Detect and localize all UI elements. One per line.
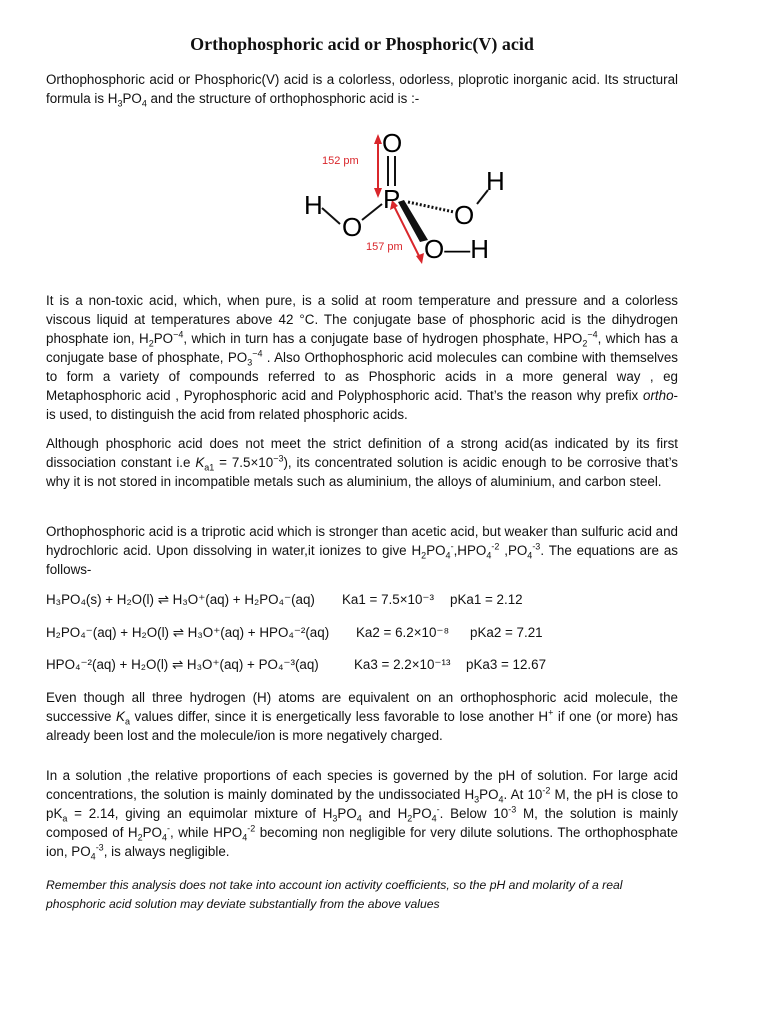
subscript: 3: [117, 98, 123, 109]
arrowhead-icon: [374, 134, 382, 144]
text: ortho: [643, 388, 674, 403]
equation-3: [46, 657, 678, 676]
subscript: 4: [498, 794, 504, 805]
arrowhead-icon: [374, 188, 382, 198]
text: , is always negligible.: [103, 844, 230, 859]
subscript: a: [62, 813, 68, 824]
superscript: -2: [542, 785, 551, 796]
subscript: 4: [242, 832, 248, 843]
subscript: 2: [421, 550, 427, 561]
superscript: +: [548, 707, 554, 718]
label-157-pm: 157 pm: [366, 241, 403, 253]
text: In a solution ,the relative proportions of each species is governed by the pH of solution. For large acid concentrations, the solution is mainly dominated by the undissociated H: [46, 768, 678, 802]
text: ), its concentrated solution is acidic enough to be corrosive that’s why it is not stored in incompatible metals such as aluminium, the alloys of aluminium, and carbon steel.: [46, 455, 678, 489]
text: Orthophosphoric acid is a triprotic acid which is stronger than acetic acid, but weaker than sulfuric acid and hydrochloric acid. Upon dissolving in water,it ionizes to give H: [46, 524, 678, 558]
subscript: 4: [445, 550, 451, 561]
arrowhead-icon: [416, 253, 424, 264]
superscript: -3: [95, 842, 104, 853]
subscript: 2: [582, 338, 588, 349]
subscript: 2: [407, 813, 413, 824]
superscript: -: [436, 804, 440, 815]
subscript: 2: [137, 832, 143, 843]
text: . The equations are as follows-: [46, 543, 678, 577]
page-title: Orthophosphoric acid or Phosphoric(V) acid: [190, 34, 534, 54]
superscript: -3: [508, 804, 517, 815]
document-page: [46, 0, 679, 912]
text: PO: [337, 806, 357, 821]
equation-pk: pKa3 = 12.67: [466, 657, 547, 672]
paragraph-triprotic: [46, 522, 678, 579]
equation-k: Ka1 = 7.5×10⁻³: [342, 592, 434, 607]
atom-p: P: [383, 184, 401, 214]
paragraph-equivalence: [46, 688, 678, 745]
paragraph-properties: [46, 291, 678, 424]
intro-paragraph: [46, 70, 678, 108]
text: K: [195, 455, 205, 470]
text: It is a non-toxic acid, which, when pure, is a solid at room temperature and pressure and a colorless viscous liquid at temperatures above 42 °C. The conjugate base of phosphoric acid is the dihydrogen phosphate ion, H: [46, 293, 678, 346]
equation-pk: pKa1 = 2.12: [450, 592, 523, 607]
text: becoming non negligible for very dilute solutions. The orthophosphate ion, PO: [46, 825, 679, 859]
equation-1: [46, 592, 678, 611]
subscript: 3: [247, 357, 253, 368]
subscript: 4: [90, 851, 96, 862]
atom-o-right: O: [454, 200, 475, 230]
subscript: 3: [474, 794, 480, 805]
text: , which has a conjugate base of phosphate, PO: [46, 331, 678, 365]
atom-o-left: O: [342, 212, 363, 242]
superscript: -3: [532, 541, 541, 552]
text: PO: [479, 787, 499, 802]
intro-text: Orthophosphoric acid or Phosphoric(V) acid is a colorless, odorless, ploprotic inorganic acid. Its structural formula is H: [46, 72, 678, 106]
text: = 2.14, giving an equimolar mixture of H: [67, 806, 333, 821]
text: , which in turn has a conjugate base of hydrogen phosphate, HPO: [183, 331, 583, 346]
subscript: 4: [527, 550, 533, 561]
equation-reaction: HPO₄⁻²(aq) + H₂O(l) ⇌ H₃O⁺(aq) + PO₄⁻³(aq): [46, 657, 319, 672]
subscript: 2: [148, 338, 154, 349]
equation-reaction: H₂PO₄⁻(aq) + H₂O(l) ⇌ H₃O⁺(aq) + HPO₄⁻²(aq): [46, 625, 330, 640]
text: , while HPO: [169, 825, 243, 840]
text: . Also Orthophosphoric acid molecules can combine with themselves to form a variety of compounds referred to as Phosphoric acids in a more general way , eg Metaphosphoric acid , Pyrophosphoric acid and Polyphosphoric acid. That’s the reason why prefix: [46, 350, 678, 403]
text: K: [116, 709, 125, 724]
superscript: -: [166, 823, 170, 834]
equation-reaction: H₃PO₄(s) + H₂O(l) ⇌ H₃O⁺(aq) + H₂PO₄⁻(aq): [46, 592, 315, 607]
superscript: −4: [587, 329, 598, 340]
text: = 7.5×10: [214, 455, 274, 470]
superscript: -: [450, 541, 454, 552]
o-p-bond: [362, 204, 382, 220]
atom-o-h-bottom: O—H: [424, 234, 489, 264]
atom-o-top: O: [382, 128, 403, 158]
h-o-bond: [322, 208, 340, 224]
equation-k: Ka2 = 6.2×10⁻⁸: [356, 625, 450, 640]
superscript: -2: [247, 823, 256, 834]
subscript: a: [124, 716, 130, 727]
text: . Below 10: [439, 806, 509, 821]
subscript: 4: [141, 98, 147, 109]
italic-note: Remember this analysis does not take into account ion activity coefficients, so the pH and molarity of a real phosphoric acid solution may deviate substantially from the above values: [46, 878, 623, 912]
subscript: 4: [431, 813, 437, 824]
text: PO: [142, 825, 162, 840]
text: if one (or more) has already been lost and the molecule/ion is more negatively charged.: [46, 709, 678, 743]
paragraph-strength: [46, 434, 678, 491]
subscript: 4: [161, 832, 167, 843]
text: PO: [153, 331, 174, 346]
text: M, the pH is close to pK: [46, 787, 679, 821]
text: ,HPO: [453, 543, 487, 558]
superscript: −4: [252, 348, 263, 359]
text: PO: [412, 806, 432, 821]
subscript: 4: [486, 550, 492, 561]
text: ,PO: [499, 543, 528, 558]
subscript: 3: [332, 813, 338, 824]
label-152-pm: 152 pm: [322, 155, 359, 167]
paragraph-proportions: [46, 766, 678, 861]
hashed-bond: [408, 202, 454, 212]
subscript: 4: [356, 813, 362, 824]
atom-h-left: H: [304, 190, 323, 220]
intro-text: and the structure of orthophosphoric acid is :-: [146, 91, 420, 106]
equation-pk: pKa2 = 7.21: [470, 625, 543, 640]
superscript: −3: [273, 453, 284, 464]
text: Even though all three hydrogen (H) atoms are equivalent on an orthophosphoric acid molecule, the successive: [46, 690, 678, 724]
atom-h-right: H: [486, 166, 505, 196]
text: Although phosphoric acid does not meet the strict definition of a strong acid(as indicated by its first dissociation constant i.e: [46, 436, 678, 470]
subscript: a1: [204, 462, 215, 473]
superscript: -2: [491, 541, 500, 552]
text: and H: [361, 806, 408, 821]
text: . At 10: [503, 787, 543, 802]
text: values differ, since it is energetically less favorable to lose another H: [129, 709, 549, 724]
intro-text: PO: [122, 91, 142, 106]
equation-k: Ka3 = 2.2×10⁻¹³: [354, 657, 451, 672]
superscript: −4: [173, 329, 184, 340]
structure-diagram: [256, 120, 526, 280]
text: - is used, to distinguish the acid from related phosphoric acids.: [46, 388, 678, 422]
text: M, the solution is mainly composed of H: [46, 806, 678, 840]
equation-2: [46, 625, 678, 644]
text: PO: [426, 543, 446, 558]
